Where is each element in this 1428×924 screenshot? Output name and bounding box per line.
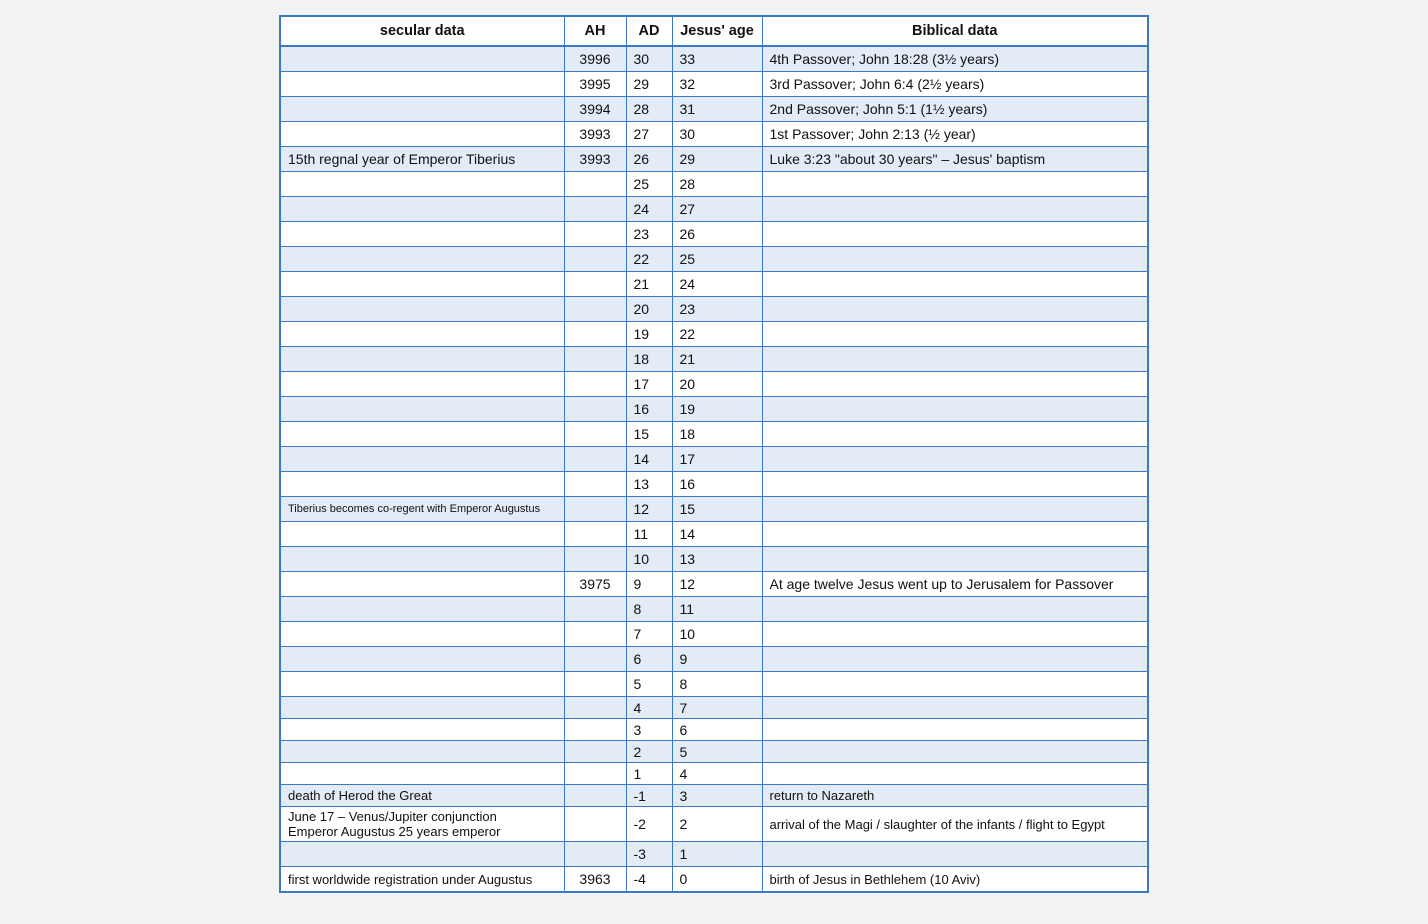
cell-biblical-data	[762, 672, 1148, 697]
cell-ah	[564, 647, 626, 672]
cell-jesus-age: 20	[672, 372, 762, 397]
table-row	[280, 397, 1148, 422]
cell-secular-data	[280, 842, 564, 867]
cell-biblical-data	[762, 842, 1148, 867]
cell-jesus-age: 3	[672, 785, 762, 807]
table-row	[280, 719, 1148, 741]
table-row	[280, 472, 1148, 497]
cell-ah	[564, 763, 626, 785]
cell-secular-data	[280, 247, 564, 272]
cell-ah	[564, 197, 626, 222]
cell-ah	[564, 372, 626, 397]
cell-biblical-data	[762, 222, 1148, 247]
cell-ad: 7	[626, 622, 672, 647]
cell-biblical-data: birth of Jesus in Bethlehem (10 Aviv)	[762, 867, 1148, 893]
cell-ad: 26	[626, 147, 672, 172]
cell-secular-data	[280, 422, 564, 447]
cell-ad: 28	[626, 97, 672, 122]
table-header-row	[280, 16, 1148, 46]
table-row	[280, 622, 1148, 647]
cell-secular-data	[280, 222, 564, 247]
cell-jesus-age: 8	[672, 672, 762, 697]
cell-biblical-data: 2nd Passover; John 5:1 (1½ years)	[762, 97, 1148, 122]
cell-jesus-age: 15	[672, 497, 762, 522]
cell-secular-data	[280, 172, 564, 197]
cell-ad: 5	[626, 672, 672, 697]
cell-secular-data	[280, 672, 564, 697]
cell-ad: 13	[626, 472, 672, 497]
cell-ad: -3	[626, 842, 672, 867]
cell-jesus-age: 0	[672, 867, 762, 893]
cell-ah	[564, 672, 626, 697]
cell-jesus-age: 14	[672, 522, 762, 547]
cell-ah: 3993	[564, 147, 626, 172]
cell-secular-data	[280, 572, 564, 597]
cell-jesus-age: 23	[672, 297, 762, 322]
cell-biblical-data: return to Nazareth	[762, 785, 1148, 807]
cell-biblical-data: Luke 3:23 "about 30 years" – Jesus' baptism	[762, 147, 1148, 172]
cell-biblical-data: arrival of the Magi / slaughter of the infants / flight to Egypt	[762, 807, 1148, 842]
cell-ah	[564, 785, 626, 807]
cell-secular-data	[280, 763, 564, 785]
cell-jesus-age: 12	[672, 572, 762, 597]
cell-jesus-age: 11	[672, 597, 762, 622]
cell-biblical-data	[762, 397, 1148, 422]
cell-secular-data	[280, 547, 564, 572]
table-row	[280, 197, 1148, 222]
cell-ah	[564, 322, 626, 347]
table-row	[280, 147, 1148, 172]
cell-ad: 21	[626, 272, 672, 297]
table-row	[280, 547, 1148, 572]
cell-ah	[564, 547, 626, 572]
cell-secular-data: Tiberius becomes co-regent with Emperor Augustus	[280, 497, 564, 522]
cell-ah	[564, 741, 626, 763]
header-jesus-age: Jesus' age	[672, 16, 762, 46]
cell-jesus-age: 1	[672, 842, 762, 867]
table-row	[280, 72, 1148, 97]
table-body	[280, 46, 1148, 892]
cell-ad: 22	[626, 247, 672, 272]
cell-ah	[564, 347, 626, 372]
secular-line: Emperor Augustus 25 years emperor	[288, 824, 501, 839]
cell-biblical-data	[762, 497, 1148, 522]
cell-secular-data	[280, 122, 564, 147]
cell-ad: 15	[626, 422, 672, 447]
table-row	[280, 347, 1148, 372]
cell-ah: 3963	[564, 867, 626, 893]
cell-ad: 17	[626, 372, 672, 397]
cell-secular-data	[280, 372, 564, 397]
cell-secular-data	[280, 597, 564, 622]
table-row	[280, 867, 1148, 893]
table-row	[280, 447, 1148, 472]
cell-ah	[564, 472, 626, 497]
cell-ad: 20	[626, 297, 672, 322]
cell-secular-data	[280, 197, 564, 222]
cell-jesus-age: 19	[672, 397, 762, 422]
cell-ad: 2	[626, 741, 672, 763]
table-row	[280, 647, 1148, 672]
cell-secular-data	[280, 807, 564, 842]
table-row	[280, 842, 1148, 867]
cell-jesus-age: 16	[672, 472, 762, 497]
table-row	[280, 97, 1148, 122]
cell-ad: 18	[626, 347, 672, 372]
cell-jesus-age: 17	[672, 447, 762, 472]
cell-biblical-data	[762, 697, 1148, 719]
cell-jesus-age: 4	[672, 763, 762, 785]
cell-ad: 3	[626, 719, 672, 741]
cell-secular-data: death of Herod the Great	[280, 785, 564, 807]
cell-secular-data	[280, 647, 564, 672]
table-row	[280, 297, 1148, 322]
cell-ah	[564, 842, 626, 867]
chronology-table	[279, 15, 1149, 893]
cell-jesus-age: 25	[672, 247, 762, 272]
table-row	[280, 522, 1148, 547]
cell-jesus-age: 32	[672, 72, 762, 97]
cell-jesus-age: 7	[672, 697, 762, 719]
cell-biblical-data	[762, 272, 1148, 297]
cell-jesus-age: 6	[672, 719, 762, 741]
cell-biblical-data	[762, 422, 1148, 447]
cell-ad: 25	[626, 172, 672, 197]
table-row	[280, 597, 1148, 622]
cell-jesus-age: 33	[672, 46, 762, 72]
cell-jesus-age: 31	[672, 97, 762, 122]
cell-ad: 14	[626, 447, 672, 472]
cell-biblical-data	[762, 472, 1148, 497]
table-row	[280, 807, 1148, 842]
cell-biblical-data: At age twelve Jesus went up to Jerusalem for Passover	[762, 572, 1148, 597]
cell-ah	[564, 622, 626, 647]
table-row	[280, 272, 1148, 297]
cell-biblical-data	[762, 647, 1148, 672]
cell-ah: 3995	[564, 72, 626, 97]
cell-jesus-age: 21	[672, 347, 762, 372]
cell-ah: 3993	[564, 122, 626, 147]
cell-secular-data	[280, 322, 564, 347]
header-secular-data: secular data	[280, 16, 564, 46]
cell-ah	[564, 422, 626, 447]
cell-ad: 4	[626, 697, 672, 719]
table-row	[280, 572, 1148, 597]
cell-secular-data	[280, 397, 564, 422]
cell-ah	[564, 697, 626, 719]
cell-ad: -1	[626, 785, 672, 807]
table-row	[280, 46, 1148, 72]
cell-secular-data: 15th regnal year of Emperor Tiberius	[280, 147, 564, 172]
cell-jesus-age: 18	[672, 422, 762, 447]
cell-ah	[564, 247, 626, 272]
cell-ad: 30	[626, 46, 672, 72]
cell-ad: 8	[626, 597, 672, 622]
cell-jesus-age: 26	[672, 222, 762, 247]
cell-secular-data	[280, 347, 564, 372]
cell-ah: 3996	[564, 46, 626, 72]
cell-ad: 11	[626, 522, 672, 547]
cell-secular-data	[280, 297, 564, 322]
cell-ad: 29	[626, 72, 672, 97]
cell-biblical-data	[762, 347, 1148, 372]
cell-secular-data	[280, 46, 564, 72]
cell-secular-data	[280, 72, 564, 97]
cell-ah	[564, 172, 626, 197]
cell-jesus-age: 9	[672, 647, 762, 672]
cell-biblical-data	[762, 247, 1148, 272]
cell-ad: 6	[626, 647, 672, 672]
cell-ah	[564, 447, 626, 472]
header-ah: AH	[564, 16, 626, 46]
table-row	[280, 222, 1148, 247]
table-row	[280, 322, 1148, 347]
chronology-table-container	[279, 15, 1149, 893]
cell-biblical-data	[762, 547, 1148, 572]
cell-biblical-data	[762, 197, 1148, 222]
header-biblical-data: Biblical data	[762, 16, 1148, 46]
cell-secular-data	[280, 97, 564, 122]
table-row	[280, 741, 1148, 763]
table-row	[280, 497, 1148, 522]
cell-biblical-data	[762, 763, 1148, 785]
cell-ah	[564, 272, 626, 297]
cell-jesus-age: 27	[672, 197, 762, 222]
cell-secular-data: first worldwide registration under Augustus	[280, 867, 564, 893]
cell-jesus-age: 2	[672, 807, 762, 842]
cell-secular-data	[280, 447, 564, 472]
cell-ad: 23	[626, 222, 672, 247]
cell-biblical-data	[762, 522, 1148, 547]
table-row	[280, 763, 1148, 785]
cell-ad: 9	[626, 572, 672, 597]
table-row	[280, 672, 1148, 697]
cell-ad: 1	[626, 763, 672, 785]
cell-jesus-age: 22	[672, 322, 762, 347]
cell-secular-data	[280, 472, 564, 497]
cell-ad: -2	[626, 807, 672, 842]
cell-biblical-data	[762, 741, 1148, 763]
cell-secular-data	[280, 272, 564, 297]
cell-jesus-age: 30	[672, 122, 762, 147]
cell-jesus-age: 5	[672, 741, 762, 763]
cell-biblical-data	[762, 322, 1148, 347]
table-row	[280, 697, 1148, 719]
cell-secular-data	[280, 522, 564, 547]
cell-ah: 3975	[564, 572, 626, 597]
cell-ad: 12	[626, 497, 672, 522]
table-row	[280, 247, 1148, 272]
cell-biblical-data	[762, 622, 1148, 647]
cell-ah	[564, 522, 626, 547]
table-row	[280, 785, 1148, 807]
cell-jesus-age: 13	[672, 547, 762, 572]
cell-ad: 16	[626, 397, 672, 422]
cell-biblical-data	[762, 172, 1148, 197]
table-row	[280, 122, 1148, 147]
cell-ah	[564, 807, 626, 842]
cell-secular-data	[280, 697, 564, 719]
cell-secular-data	[280, 719, 564, 741]
table-row	[280, 372, 1148, 397]
cell-jesus-age: 29	[672, 147, 762, 172]
cell-biblical-data	[762, 447, 1148, 472]
cell-ah	[564, 597, 626, 622]
cell-biblical-data: 1st Passover; John 2:13 (½ year)	[762, 122, 1148, 147]
table-row	[280, 172, 1148, 197]
cell-secular-data	[280, 622, 564, 647]
cell-ad: 24	[626, 197, 672, 222]
cell-ad: -4	[626, 867, 672, 893]
cell-ah: 3994	[564, 97, 626, 122]
cell-ah	[564, 297, 626, 322]
cell-ad: 27	[626, 122, 672, 147]
cell-biblical-data	[762, 372, 1148, 397]
cell-biblical-data: 4th Passover; John 18:28 (3½ years)	[762, 46, 1148, 72]
cell-ad: 19	[626, 322, 672, 347]
cell-ad: 10	[626, 547, 672, 572]
cell-biblical-data: 3rd Passover; John 6:4 (2½ years)	[762, 72, 1148, 97]
cell-jesus-age: 28	[672, 172, 762, 197]
secular-line: June 17 – Venus/Jupiter conjunction	[288, 809, 497, 824]
cell-biblical-data	[762, 297, 1148, 322]
cell-secular-data	[280, 741, 564, 763]
cell-ah	[564, 222, 626, 247]
cell-ah	[564, 497, 626, 522]
cell-biblical-data	[762, 597, 1148, 622]
cell-ah	[564, 719, 626, 741]
table-row	[280, 422, 1148, 447]
cell-jesus-age: 24	[672, 272, 762, 297]
cell-biblical-data	[762, 719, 1148, 741]
cell-jesus-age: 10	[672, 622, 762, 647]
header-ad: AD	[626, 16, 672, 46]
cell-ah	[564, 397, 626, 422]
